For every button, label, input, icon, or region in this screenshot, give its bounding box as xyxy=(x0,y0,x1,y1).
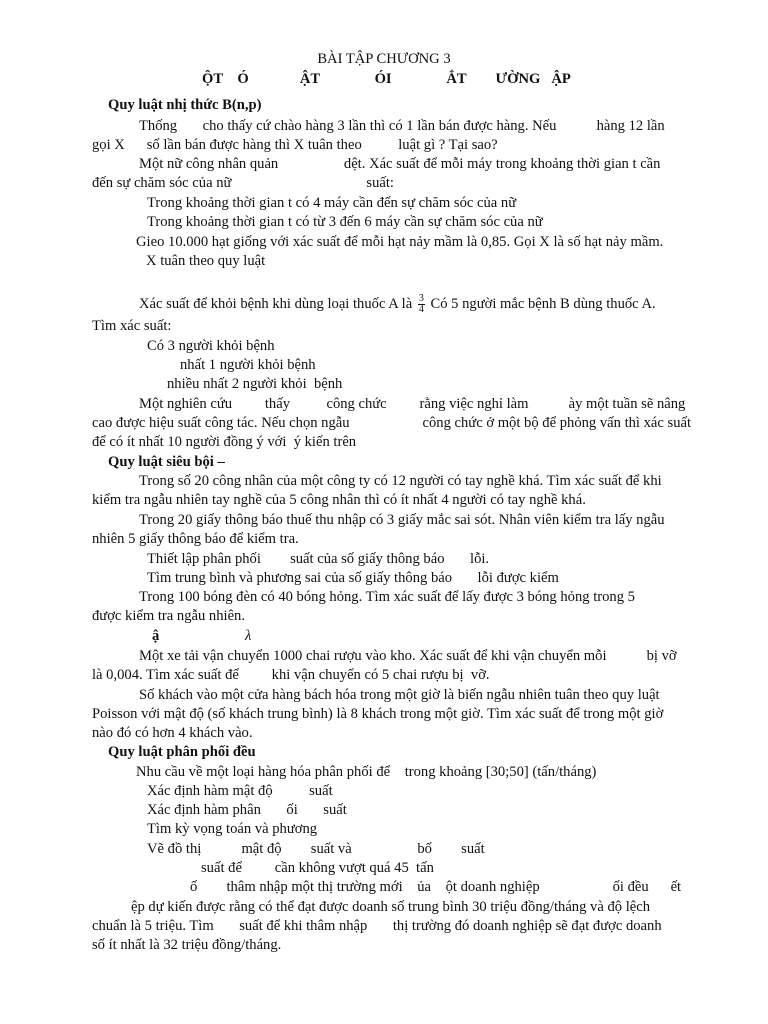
exercise-text: Xác định hàm phân ối suất xyxy=(147,802,347,818)
exercise-text: ố thâm nhập một thị trường mới ủa ột doanh nghiệp ối đều ết xyxy=(190,879,682,895)
exercise-text: nhiều nhất 2 người khỏi bệnh xyxy=(167,376,343,392)
exercise-text: Có 3 người khỏi bệnh xyxy=(147,338,275,354)
section-heading-binomial: Quy luật nhị thức B(n,p) xyxy=(108,97,262,113)
exercise-text: Một nghiên cứu thấy công chức rằng việc nghỉ làm ày một tuần sẽ nâng xyxy=(139,396,686,412)
page-title: BÀI TẬP CHƯƠNG 3 xyxy=(317,51,451,67)
exercise-text: nào đó có hơn 4 khách vào. xyxy=(92,725,253,741)
exercise-text: kiểm tra ngẫu nhiên tay nghề của 5 công nhân thì có ít nhất 4 người có tay nghề khá. xyxy=(92,492,586,508)
fraction-denominator: 4 xyxy=(418,304,424,315)
exercise-text: gọi X số lần bán được hàng thì X tuân theo luật gì ? Tại sao? xyxy=(92,137,498,153)
exercise-text: X tuân theo quy luật xyxy=(146,253,266,269)
exercise-text: Nhu cầu về một loại hàng hóa phân phối để trong khoảng [30;50] (tấn/tháng) xyxy=(136,764,597,780)
exercise-text: Có 5 người mắc bệnh B dùng thuốc A. xyxy=(430,295,656,312)
exercise-text: chuẩn là 5 triệu. Tìm suất để khi thâm nhập thị trường đó doanh nghiệp sẽ đạt được doanh xyxy=(92,918,662,934)
exercise-text: Tìm xác suất: xyxy=(92,318,172,334)
exercise-text: Trong 20 giấy thông báo thuế thu nhập có 3 giấy mắc sai sót. Nhân viên kiểm tra lấy ngẫu xyxy=(139,512,665,528)
exercise-text: để có ít nhất 10 người đồng ý với ý kiến trên xyxy=(92,434,357,450)
exercise-text: số ít nhất là 32 triệu đồng/tháng. xyxy=(92,937,282,953)
section-heading-uniform: Quy luật phân phối đều xyxy=(108,744,256,760)
exercise-text-fraction-line xyxy=(139,294,714,315)
section-heading-poisson-fragment: ậ xyxy=(152,628,160,644)
exercise-text: Một nữ công nhân quản dệt. Xác suất để mỗi máy trong khoảng thời gian t cần xyxy=(139,156,661,172)
exercise-text: Trong khoảng thời gian t có 4 máy cần đến sự chăm sóc của nữ xyxy=(147,195,517,211)
page-subtitle: ỘT Ó ẬT ÓI ẮT ƯỜNG ẬP xyxy=(202,71,571,87)
exercise-text: ệp dự kiến được rằng có thể đạt được doanh số trung bình 30 triệu đồng/tháng và độ lệch xyxy=(131,899,651,915)
exercise-text: Trong 100 bóng đèn có 40 bóng hỏng. Tìm xác suất để lấy được 3 bóng hỏng trong 5 xyxy=(139,589,635,605)
exercise-text: Trong khoảng thời gian t có từ 3 đến 6 máy cần sự chăm sóc của nữ xyxy=(147,214,543,230)
exercise-text: Gieo 10.000 hạt giống với xác suất để mỗi hạt nảy mầm là 0,85. Gọi X là số hạt nảy mầm. xyxy=(136,234,664,250)
fraction-numerator: 3 xyxy=(418,293,424,304)
exercise-text: Xác suất để khỏi bệnh khi dùng loại thuốc A là xyxy=(139,295,413,312)
exercise-text: Vẽ đồ thị mật độ suất và bố suất xyxy=(147,841,485,857)
lambda-symbol: λ xyxy=(245,628,252,644)
exercise-text: Trong số 20 công nhân của một công ty có 12 người có tay nghề khá. Tìm xác suất để khi xyxy=(139,473,662,489)
exercise-text: Thống cho thấy cứ chào hàng 3 lần thì có 1 lần bán được hàng. Nếu hàng 12 lần xyxy=(139,118,665,134)
exercise-text: nhiên 5 giấy thông báo để kiểm tra. xyxy=(92,531,299,547)
exercise-text: Xác định hàm mật độ suất xyxy=(147,783,333,799)
exercise-text: suất để cần không vượt quá 45 tấn xyxy=(201,860,434,876)
exercise-text: cao được hiệu suất công tác. Nếu chọn ngẫu công chức ở một bộ để phỏng vấn thì xác suất xyxy=(92,415,692,431)
exercise-text: Thiết lập phân phối suất của số giấy thông báo lỗi. xyxy=(147,551,490,567)
section-heading-hypergeometric: Quy luật siêu bội – xyxy=(108,454,225,470)
exercise-text: nhất 1 người khỏi bệnh xyxy=(180,357,316,373)
exercise-text: đến sự chăm sóc của nữ suất: xyxy=(92,175,394,191)
exercise-text: Một xe tải vận chuyển 1000 chai rượu vào kho. Xác suất để khi vận chuyển mỗi bị vỡ xyxy=(139,648,677,664)
exercise-text: Tìm kỳ vọng toán và phương xyxy=(147,821,318,837)
exercise-text: Poisson với mật độ (số khách trung bình) là 8 khách trong một giờ. Tìm xác suất để trong một giờ xyxy=(92,706,664,722)
exercise-text: là 0,004. Tìm xác suất để khi vận chuyển có 5 chai rượu bị vỡ. xyxy=(92,667,490,683)
exercise-text: Số khách vào một cửa hàng bách hóa trong một giờ là biến ngẫu nhiên tuân theo quy luật xyxy=(139,687,660,703)
exercise-text: Tìm trung bình và phương sai của số giấy thông báo lỗi được kiểm xyxy=(147,570,559,586)
fraction xyxy=(418,294,425,315)
exercise-text: được kiểm tra ngẫu nhiên. xyxy=(92,608,246,624)
